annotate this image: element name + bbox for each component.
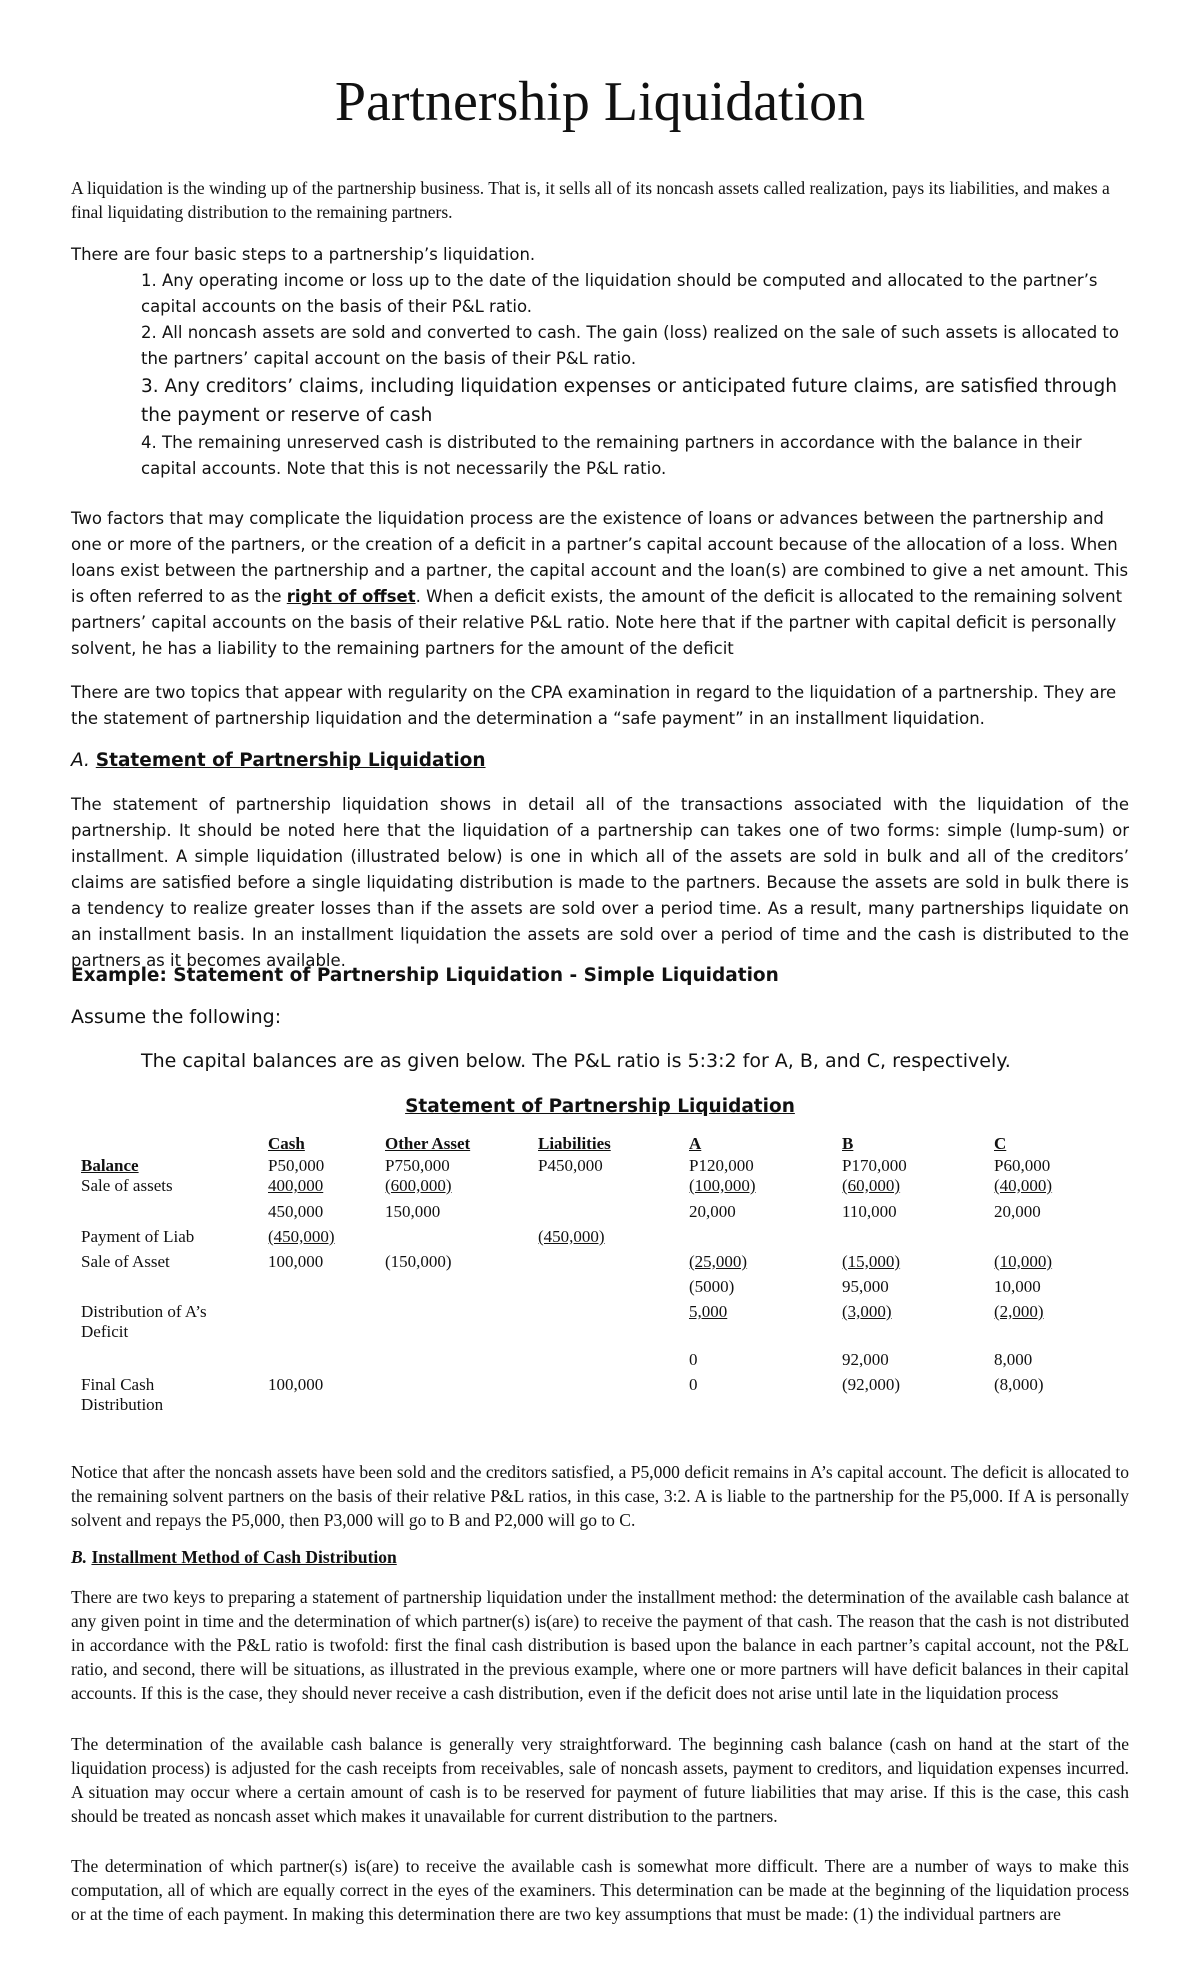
table-cell: P170,000: [842, 1156, 907, 1175]
example-heading: Example: Statement of Partnership Liquidation - Simple Liquidation: [71, 965, 779, 986]
row-label: Sale of Asset: [81, 1252, 170, 1271]
header-a: A: [689, 1134, 702, 1153]
table-cell: P60,000: [994, 1156, 1051, 1175]
factors-text: Two factors that may complicate the liquidation process are the existence of loans or advances between the partnership and one or more of the partners, or the creation of a deficit in a partner’s capital account because of the allocation of a loss. When loans exist between the partnership and a partner, the capital account and the loan(s) are combined to give a net amount. This is often referred to as the: [71, 509, 1129, 606]
table-cell: 0: [689, 1350, 698, 1369]
table-cell: P120,000: [689, 1156, 754, 1175]
section-b-paragraph: The determination of which partner(s) is(are) to receive the available cash is somewhat more difficult. There are a number of ways to make this computation, all of which are equally correct in the eyes of the examiners. This determination can be made at the beginning of the liquidation process or at the time of each payment. In making this determination there are two key assumptions that must be made: (1) the individual partners are: [71, 1856, 1129, 1924]
table-cell: (450,000): [268, 1227, 335, 1246]
statement-title: Statement of Partnership Liquidation: [405, 1096, 795, 1117]
row-label: Balance: [81, 1156, 139, 1175]
table-cell: 5,000: [689, 1302, 728, 1321]
right-of-offset-term: right of offset: [286, 587, 416, 606]
table-cell: (92,000): [842, 1375, 901, 1394]
table-cell: P50,000: [268, 1156, 325, 1175]
table-cell: (8,000): [994, 1375, 1044, 1394]
step-item: 4. The remaining unreserved cash is distributed to the remaining partners in accordance with the balance in their capital accounts. Note that this is not necessarily the P&L ratio.: [141, 433, 1082, 478]
section-a-paragraph: The statement of partnership liquidation shows in detail all of the transactions associated with the liquidation of the partnership. It should be noted here that the liquidation of a partnership can takes one of two forms: simple (lump-sum) or installment. A simple liquidation (illustrated below) is one in which all of the assets are sold in bulk and all of the creditors’ claims are satisfied before a single liquidating distribution is made to the partners. Because the assets are sold in bulk there is a tendency to realize greater losses than if the assets are sold over a period time. As a result, many partnerships liquidate on an installment basis. In an installment liquidation the assets are sold over a period of time and the cash is distributed to the partners as it becomes available.: [71, 795, 1129, 970]
page-title: Partnership Liquidation: [334, 71, 866, 133]
section-a-title: Statement of Partnership Liquidation: [95, 750, 486, 771]
table-cell: (5000): [689, 1277, 735, 1296]
table-cell: (40,000): [994, 1176, 1053, 1195]
notice-paragraph: Notice that after the noncash assets have been sold and the creditors satisfied, a P5,000 deficit remains in A’s capital account. The deficit is allocated to the remaining solvent partners on the basis of their relative P&L ratios, in this case, 3:2. A is liable to the partnership for the P5,000. If A is personally solvent and repays the P5,000, then P3,000 will go to B and P2,000 will go to C.: [71, 1462, 1129, 1530]
table-cell: (2,000): [994, 1302, 1044, 1321]
row-label: Distribution of A’s: [81, 1302, 207, 1321]
factors-text-end: . When a deficit exists, the amount of the deficit is allocated to the remaining solvent partners’ capital accounts on the basis of their relative P&L ratio. Note here that if the partner with capital deficit is personally solvent, he has a liability to the remaining partners for the amount of the deficit: [71, 587, 1123, 658]
intro-paragraph: A liquidation is the winding up of the partnership business. That is, it sells all of its noncash assets called realization, pays its liabilities, and makes a final liquidating distribution to the remaining partners.: [71, 178, 1110, 222]
section-a-heading: [71, 748, 1129, 774]
table-cell: (600,000): [385, 1176, 452, 1195]
header-cash: Cash: [268, 1134, 305, 1153]
table-cell: (15,000): [842, 1252, 901, 1271]
table-cell: 92,000: [842, 1350, 889, 1369]
steps-list: [141, 268, 1131, 482]
table-cell: (60,000): [842, 1176, 901, 1195]
step-item: 1. Any operating income or loss up to the date of the liquidation should be computed and allocated to the partner’s capital accounts on the basis of their P&L ratio.: [141, 271, 1098, 316]
topics-paragraph: There are two topics that appear with regularity on the CPA examination in regard to the liquidation of a partnership. They are the statement of partnership liquidation and the determination a “safe payment” in an installment liquidation.: [71, 683, 1117, 728]
table-cell: 0: [689, 1375, 698, 1394]
section-b-heading: [71, 1545, 1129, 1569]
header-other-asset: Other Asset: [385, 1134, 471, 1153]
section-b-letter: B.: [71, 1547, 88, 1567]
section-b-paragraph: There are two keys to preparing a statement of partnership liquidation under the installment method: the determination of the available cash balance at any given point in time and the determination of which partner(s) is(are) to receive the payment of that cash. The reason that the cash is not distributed in accordance with the P&L ratio is twofold: first the final cash distribution is based upon the balance in each partner’s capital account, not the P&L ratio, and second, there will be situations, as illustrated in the previous example, where one or more partners will have deficit balances in their capital accounts. If this is the case, they should never receive a cash distribution, even if the deficit does not arise until late in the liquidation process: [71, 1587, 1129, 1703]
statement-table: [0, 1134, 1200, 1434]
header-liabilities: Liabilities: [538, 1134, 611, 1153]
step-item: 3. Any creditors’ claims, including liquidation expenses or anticipated future claims, are satisfied through the payment or reserve of cash: [141, 376, 1117, 426]
factors-paragraph: [71, 506, 1129, 662]
section-b-title: Installment Method of Cash Distribution: [91, 1547, 397, 1567]
steps-intro: There are four basic steps to a partnership’s liquidation.: [71, 245, 536, 264]
table-cell: 100,000: [268, 1375, 324, 1394]
table-cell: P450,000: [538, 1156, 603, 1175]
row-label-line2: Distribution: [81, 1395, 164, 1414]
table-cell: 400,000: [268, 1176, 324, 1195]
section-b-paragraph: The determination of the available cash balance is generally very straightforward. The beginning cash balance (cash on hand at the start of the liquidation process) is adjusted for the cash receipts from receivables, sale of noncash assets, payment to creditors, and liquidation expenses incurred. A situation may occur where a certain amount of cash is to be reserved for payment of future liabilities that may arise. If this is the case, this cash should be treated as noncash asset which makes it unavailable for current distribution to the partners.: [71, 1734, 1129, 1826]
row-label: Sale of assets: [81, 1176, 173, 1195]
row-label: Payment of Liab: [81, 1227, 195, 1246]
capital-note: The capital balances are as given below. The P&L ratio is 5:3:2 for A, B, and C, respectively.: [141, 1050, 1011, 1072]
table-cell: 95,000: [842, 1277, 889, 1296]
table-cell: 20,000: [994, 1202, 1041, 1221]
table-cell: (10,000): [994, 1252, 1053, 1271]
table-cell: 150,000: [385, 1202, 441, 1221]
table-cell: (100,000): [689, 1176, 756, 1195]
header-c: C: [994, 1134, 1007, 1153]
table-cell: 110,000: [842, 1202, 897, 1221]
table-cell: (150,000): [385, 1252, 452, 1271]
table-cell: 100,000: [268, 1252, 324, 1271]
table-cell: (3,000): [842, 1302, 892, 1321]
row-label: Final Cash: [81, 1375, 155, 1394]
table-cell: 10,000: [994, 1277, 1041, 1296]
row-label-line2: Deficit: [81, 1322, 129, 1341]
assume-text: Assume the following:: [71, 1006, 282, 1028]
table-cell: P750,000: [385, 1156, 450, 1175]
section-a-letter: A.: [71, 750, 90, 771]
table-cell: 450,000: [268, 1202, 324, 1221]
table-cell: (450,000): [538, 1227, 605, 1246]
header-b: B: [842, 1134, 854, 1153]
table-cell: 8,000: [994, 1350, 1033, 1369]
table-cell: (25,000): [689, 1252, 748, 1271]
table-cell: 20,000: [689, 1202, 736, 1221]
step-item: 2. All noncash assets are sold and converted to cash. The gain (loss) realized on the sale of such assets is allocated to the partners’ capital account on the basis of their P&L ratio.: [141, 323, 1119, 368]
